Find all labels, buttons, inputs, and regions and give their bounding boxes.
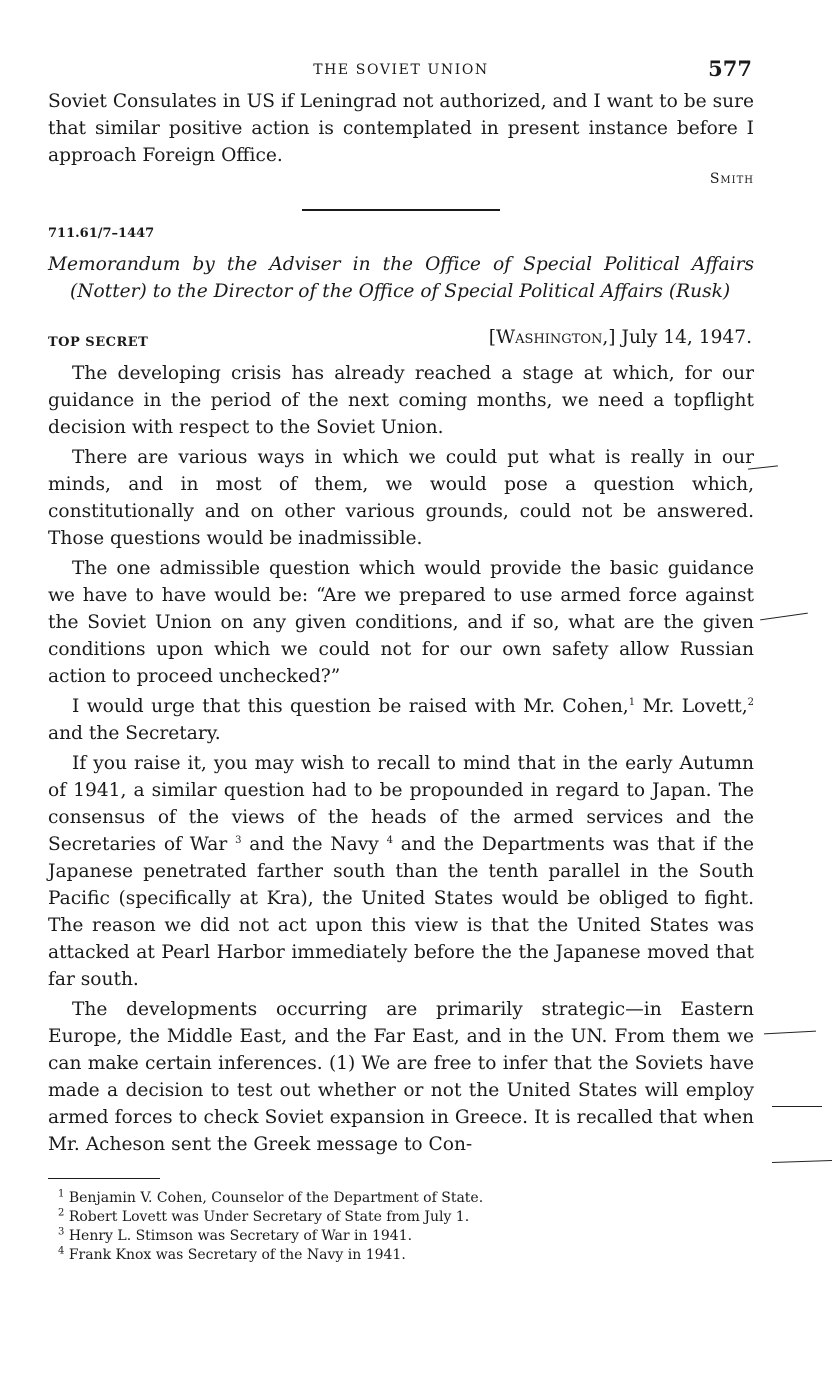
date: July 14, 1947.	[621, 327, 752, 348]
margin-mark	[760, 613, 808, 621]
footnote-2	[58, 1208, 754, 1227]
margin-mark	[772, 1106, 822, 1107]
paragraph-3: The one admissible question which would provide the basic guidance we have to have would be: “Are we prepared to use armed force against the Soviet Union on any given conditions, and if so, what are the given conditions upon which we could not for our own safety allow Russian action to proceed unchecked?”	[48, 558, 754, 687]
footnote-text: Robert Lovett was Under Secretary of State from July 1.	[68, 1209, 470, 1225]
file-number: 711.61/7–1447	[48, 226, 155, 241]
paragraph-6: The developments occurring are primarily strategic—in Eastern Europe, the Middle East, and the Far East, and in the UN. From them we can make certain inferences. (1) We are free to infer that the Soviets have made a decision to test out whether or not the United States will employ armed forces to check Soviet expansion in Greece. It is recalled that when Mr. Acheson sent the Greek message to Con-	[48, 999, 754, 1155]
paragraph-4-text-b: Mr. Lovett,	[635, 696, 748, 717]
paragraph-5-text-c: and the Departments was that if the Japanese penetrated farther south than the tenth parallel in the South Pacific (specifically at Kra), the United States would be obliged to fight. The reason we did not act upon this view is that the United States was attacked at Pearl Harbor immediately before the the Japanese moved that far south.	[48, 834, 754, 990]
signature: Smith	[709, 171, 754, 187]
document-meta	[48, 327, 754, 357]
margin-mark	[772, 1160, 832, 1163]
page-number: 577	[708, 56, 752, 81]
footnotes	[48, 1189, 754, 1265]
document-title: Memorandum by the Adviser in the Office of Special Political Affairs (Notter) to the Director of the Office of Special Political Affairs (Rusk)	[48, 254, 754, 302]
footnote-ref-4[interactable]: 4	[386, 834, 393, 846]
footnote-ref-1[interactable]: 1	[628, 696, 636, 708]
section-divider	[302, 209, 500, 211]
running-title: THE SOVIET UNION	[313, 62, 489, 78]
footnote-number: 3	[58, 1226, 65, 1238]
paragraph-2: There are various ways in which we could put what is really in our minds, and in most of them, we would pose a question which, constitutionally and on other various grounds, could not be answered. Those questions would be inadmissible.	[48, 447, 754, 549]
place-date	[489, 327, 752, 348]
margin-mark	[764, 1031, 816, 1035]
footnote-ref-2[interactable]: 2	[747, 696, 754, 708]
footnote-ref-3[interactable]: 3	[235, 834, 242, 846]
paragraph-5-text-b: and the Navy	[241, 834, 379, 855]
document-page	[48, 56, 754, 1265]
paragraph-4	[48, 693, 754, 747]
paragraph-5	[48, 750, 754, 993]
paragraph-4-text-c: and the Secretary.	[48, 723, 221, 744]
footnote-text: Henry L. Stimson was Secretary of War in 1941.	[68, 1228, 413, 1244]
footnote-number: 1	[58, 1188, 65, 1200]
footnote-1	[58, 1189, 754, 1208]
footnote-number: 2	[58, 1207, 65, 1219]
running-header	[48, 56, 754, 86]
footnote-text: Frank Knox was Secretary of the Navy in 1941.	[68, 1247, 406, 1263]
footnote-4	[58, 1246, 754, 1265]
footnote-text: Benjamin V. Cohen, Counselor of the Department of State.	[68, 1190, 484, 1206]
paragraph-5-text-a: If you raise it, you may wish to recall to mind that in the early Autumn of 1941, a similar question had to be propounded in regard to Japan. The consensus of the views of the heads of the armed services and the Secretaries of War	[48, 753, 754, 855]
footnote-divider	[48, 1178, 160, 1179]
paragraph-1: The developing crisis has already reached a stage at which, for our guidance in the period of the next coming months, we need a topflight decision with respect to the Soviet Union.	[48, 363, 754, 438]
footnote-number: 4	[58, 1245, 65, 1257]
paragraph-4-text-a: I would urge that this question be raised with Mr. Cohen,	[72, 696, 629, 717]
place: [Washington,]	[488, 327, 616, 348]
footnote-3	[58, 1227, 754, 1246]
continuation-paragraph: Soviet Consulates in US if Leningrad not authorized, and I want to be sure that similar positive action is contemplated in present instance before I approach Foreign Office.	[48, 91, 754, 166]
classification-label: TOP SECRET	[48, 335, 149, 350]
